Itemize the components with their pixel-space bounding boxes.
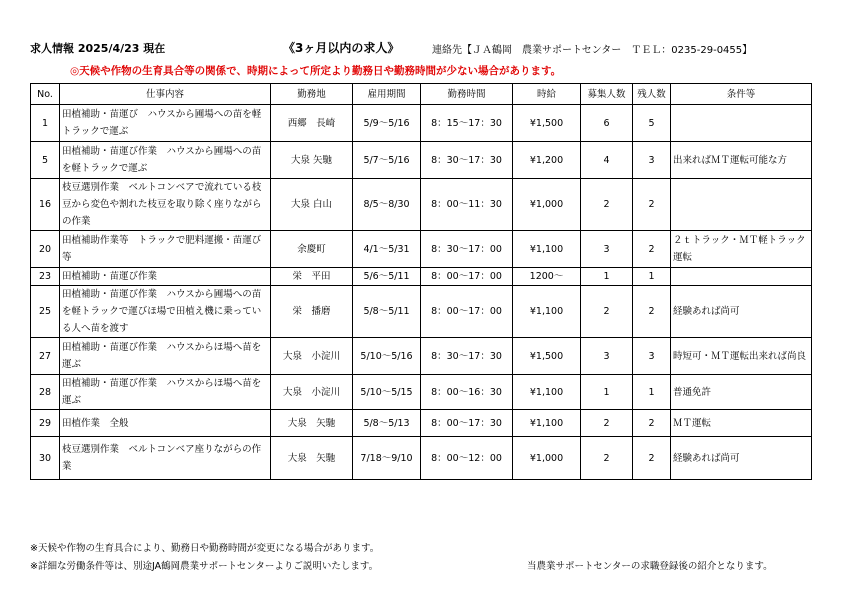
cell-location: 大泉 矢馳 [271, 410, 353, 437]
cell-recruit: 4 [581, 142, 633, 179]
cell-period: 5/9～5/16 [353, 105, 421, 142]
cell-recruit: 3 [581, 231, 633, 268]
footer-note-3: 当農業サポートセンターの求職登録後の紹介となります。 [527, 561, 773, 572]
cell-no: 28 [31, 375, 60, 410]
cell-work: 田植補助・苗運び ハウスから圃場への苗を軽トラックで運ぶ [60, 105, 271, 142]
cell-period: 4/1～5/31 [353, 231, 421, 268]
cell-conditions: 時短可・ＭＴ運転出来れば尚良 [671, 338, 812, 375]
col-header-wage: 時給 [513, 84, 581, 105]
cell-period: 7/18～9/10 [353, 437, 421, 480]
cell-remaining: 2 [633, 286, 671, 338]
cell-period: 5/10～5/16 [353, 338, 421, 375]
cell-remaining: 1 [633, 375, 671, 410]
cell-period: 5/8～5/11 [353, 286, 421, 338]
cell-conditions: 経験あれば尚可 [671, 286, 812, 338]
cell-no: 30 [31, 437, 60, 480]
col-header-recruit: 募集人数 [581, 84, 633, 105]
cell-wage: ¥1,500 [513, 338, 581, 375]
cell-hours: 8：00～12：00 [421, 437, 513, 480]
cell-wage: ¥1,100 [513, 231, 581, 268]
cell-work: 田植補助作業等 トラックで肥料運搬・苗運び等 [60, 231, 271, 268]
cell-no: 5 [31, 142, 60, 179]
table-row [31, 231, 812, 268]
cell-wage: ¥1,000 [513, 179, 581, 231]
cell-remaining: 2 [633, 410, 671, 437]
table-row [31, 142, 812, 179]
cell-work: 田植作業 全般 [60, 410, 271, 437]
contact-info: 連絡先【ＪＡ鶴岡 農業サポートセンター ＴＥＬ：0235-29-0455】 [432, 45, 753, 56]
col-header-conditions: 条件等 [671, 84, 812, 105]
cell-hours: 8：00～17：00 [421, 268, 513, 286]
cell-work: 田植補助・苗運び作業 ハウスから圃場への苗を軽トラックで運ぶ [60, 142, 271, 179]
cell-conditions: ＭＴ運転 [671, 410, 812, 437]
cell-remaining: 3 [633, 338, 671, 375]
cell-period: 5/7～5/16 [353, 142, 421, 179]
cell-conditions: ２ｔトラック・ＭＴ軽トラック運転 [671, 231, 812, 268]
cell-wage: ¥1,500 [513, 105, 581, 142]
job-table [30, 83, 812, 480]
table-row [31, 410, 812, 437]
cell-hours: 8：00～17：00 [421, 286, 513, 338]
cell-work: 田植補助・苗運び作業 ハウスから圃場への苗を軽トラックで運びほ場で田植え機に乗っている人へ苗を渡す [60, 286, 271, 338]
cell-no: 23 [31, 268, 60, 286]
cell-remaining: 1 [633, 268, 671, 286]
cell-no: 16 [31, 179, 60, 231]
col-header-hours: 勤務時間 [421, 84, 513, 105]
footer-note-1: ※天候や作物の生育具合により、勤務日や勤務時間が変更になる場合があります。 [30, 543, 380, 554]
cell-period: 5/8～5/13 [353, 410, 421, 437]
cell-work: 田植補助・苗運び作業 ハウスからほ場へ苗を運ぶ [60, 338, 271, 375]
notice-text: ◎天候や作物の生育具合等の関係で、時期によって所定より勤務日や勤務時間が少ない場合があります。 [70, 65, 562, 77]
col-header-remaining: 残人数 [633, 84, 671, 105]
cell-conditions [671, 179, 812, 231]
cell-work: 枝豆選別作業 ベルトコンベア座りながらの作業 [60, 437, 271, 480]
cell-recruit: 3 [581, 338, 633, 375]
cell-conditions: 経験あれば尚可 [671, 437, 812, 480]
cell-hours: 8：00～17：30 [421, 410, 513, 437]
cell-recruit: 1 [581, 375, 633, 410]
cell-hours: 8：00～11：30 [421, 179, 513, 231]
cell-no: 1 [31, 105, 60, 142]
cell-remaining: 2 [633, 231, 671, 268]
table-row [31, 268, 812, 286]
footer-note-2: ※詳細な労働条件等は、別途JA鶴岡農業サポートセンターよりご説明いたします。 [30, 561, 379, 572]
cell-location: 大泉 小淀川 [271, 375, 353, 410]
cell-remaining: 3 [633, 142, 671, 179]
page-title: 《3ヶ月以内の求人》 [283, 41, 400, 55]
cell-remaining: 2 [633, 437, 671, 480]
cell-recruit: 2 [581, 437, 633, 480]
cell-period: 5/6～5/11 [353, 268, 421, 286]
cell-work: 田植補助・苗運び作業 ハウスからほ場へ苗を運ぶ [60, 375, 271, 410]
cell-work: 田植補助・苗運び作業 [60, 268, 271, 286]
cell-no: 29 [31, 410, 60, 437]
table-row [31, 286, 812, 338]
cell-no: 25 [31, 286, 60, 338]
col-header-period: 雇用期間 [353, 84, 421, 105]
header-date: 求人情報 2025/4/23 現在 [30, 42, 166, 55]
cell-work: 枝豆選別作業 ベルトコンベアで流れている枝豆から変色や割れた枝豆を取り除く座りながらの作業 [60, 179, 271, 231]
cell-recruit: 2 [581, 179, 633, 231]
table-header-row [31, 84, 812, 105]
cell-no: 20 [31, 231, 60, 268]
table-row [31, 105, 812, 142]
cell-hours: 8：30～17：00 [421, 231, 513, 268]
col-header-work: 仕事内容 [60, 84, 271, 105]
cell-conditions [671, 268, 812, 286]
cell-location: 栄 播磨 [271, 286, 353, 338]
cell-period: 8/5～8/30 [353, 179, 421, 231]
cell-location: 大泉 矢馳 [271, 437, 353, 480]
cell-location: 大泉 白山 [271, 179, 353, 231]
cell-conditions: 普通免許 [671, 375, 812, 410]
cell-period: 5/10～5/15 [353, 375, 421, 410]
cell-hours: 8：30～17：30 [421, 142, 513, 179]
cell-remaining: 5 [633, 105, 671, 142]
cell-wage: ¥1,100 [513, 410, 581, 437]
table-row [31, 338, 812, 375]
cell-conditions: 出来ればＭＴ運転可能な方 [671, 142, 812, 179]
cell-wage: ¥1,100 [513, 286, 581, 338]
cell-recruit: 6 [581, 105, 633, 142]
cell-wage: ¥1,200 [513, 142, 581, 179]
cell-hours: 8：15～17：30 [421, 105, 513, 142]
cell-location: 西郷 長崎 [271, 105, 353, 142]
table-row [31, 179, 812, 231]
cell-wage: ¥1,100 [513, 375, 581, 410]
cell-recruit: 2 [581, 410, 633, 437]
cell-location: 栄 平田 [271, 268, 353, 286]
cell-wage: 1200～ [513, 268, 581, 286]
cell-remaining: 2 [633, 179, 671, 231]
cell-hours: 8：00～16：30 [421, 375, 513, 410]
col-header-no: No. [31, 84, 60, 105]
cell-location: 大泉 小淀川 [271, 338, 353, 375]
cell-conditions [671, 105, 812, 142]
cell-recruit: 2 [581, 286, 633, 338]
cell-hours: 8：30～17：30 [421, 338, 513, 375]
cell-location: 余慶町 [271, 231, 353, 268]
table-row [31, 375, 812, 410]
cell-no: 27 [31, 338, 60, 375]
table-row [31, 437, 812, 480]
cell-location: 大泉 矢馳 [271, 142, 353, 179]
cell-recruit: 1 [581, 268, 633, 286]
col-header-location: 勤務地 [271, 84, 353, 105]
cell-wage: ¥1,000 [513, 437, 581, 480]
